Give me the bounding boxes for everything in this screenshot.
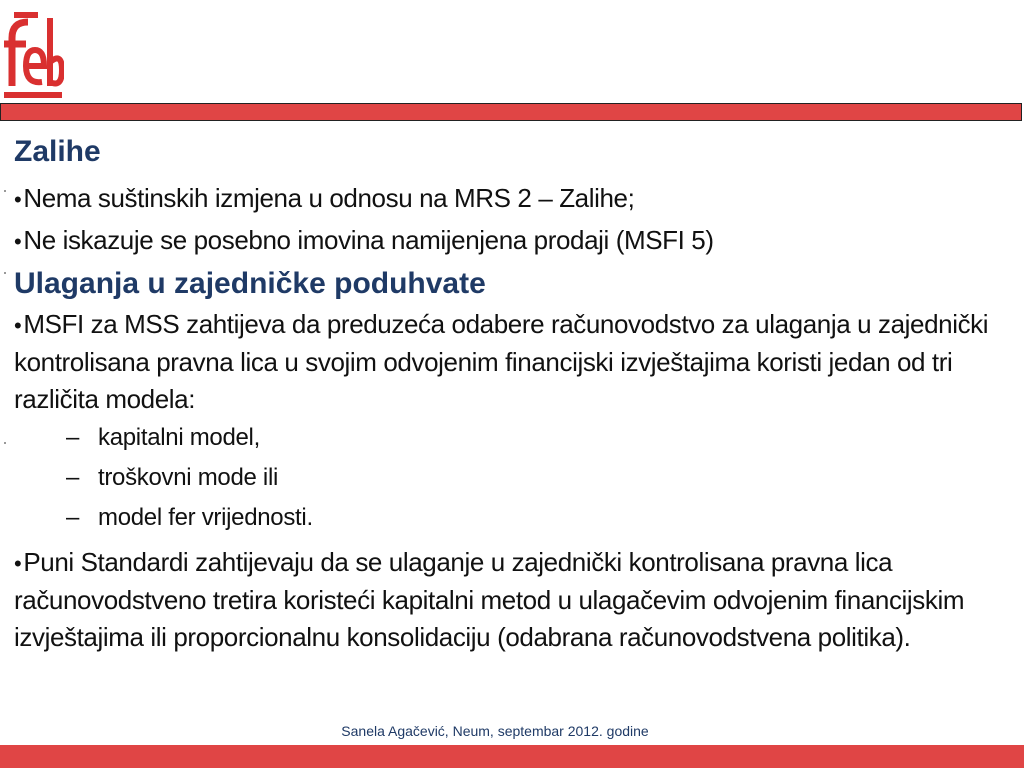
margin-mark [4, 442, 6, 444]
sub-list-item [66, 418, 1004, 458]
sub-list-item [66, 458, 1004, 498]
slide-content [14, 132, 1004, 656]
sub-item-text: troškovni mode ili [98, 464, 279, 491]
bullet-text: Ne iskazuje se posebno imovina namijenjena prodaji (MSFI 5) [23, 225, 714, 255]
feb-logo [2, 8, 64, 104]
bullet-text: MSFI za MSS zahtijeva da preduzeća odabere računovodstvo za ulaganja u zajednički kontrolisana pravna lica u svojim odvojenim financijski izvještajima koristi jedan od tri različita modela: [14, 309, 989, 414]
dash-marker: – [66, 504, 80, 531]
footer-accent-bar [0, 745, 1024, 768]
margin-mark [4, 272, 6, 274]
bullet-item [14, 222, 1004, 260]
bullet-dot: • [14, 313, 22, 338]
bullet-dot: • [14, 187, 22, 212]
bullet-item [14, 180, 1004, 218]
bullet-text: Nema suštinskih izmjena u odnosu na MRS 2 – Zalihe; [23, 183, 635, 213]
sub-item-text: kapitalni model, [98, 424, 260, 451]
dash-marker: – [66, 424, 80, 451]
bullet-item [14, 544, 1004, 656]
section-heading-ulaganja: Ulaganja u zajedničke poduhvate [14, 267, 486, 300]
sub-item-text: model fer vrijednosti. [98, 504, 313, 531]
bullet-item [14, 306, 1004, 418]
footer-caption: Sanela Agačević, Neum, septembar 2012. godine [341, 723, 649, 739]
sub-list-item [66, 498, 1004, 538]
dash-marker: – [66, 464, 80, 491]
bullet-dot: • [14, 229, 22, 254]
header-accent-bar [0, 103, 1022, 121]
bullet-dot: • [14, 551, 22, 576]
section-heading-zalihe: Zalihe [14, 135, 101, 168]
bullet-text: Puni Standardi zahtijevaju da se ulaganje u zajednički kontrolisana pravna lica računovodstveno tretira koristeći kapitalni metod u ulagačevim odvojenim financijskim izvještajima ili proporcionalnu konsolidaciju (odabrana računovodstvena politika). [14, 547, 965, 652]
margin-mark [4, 190, 6, 192]
